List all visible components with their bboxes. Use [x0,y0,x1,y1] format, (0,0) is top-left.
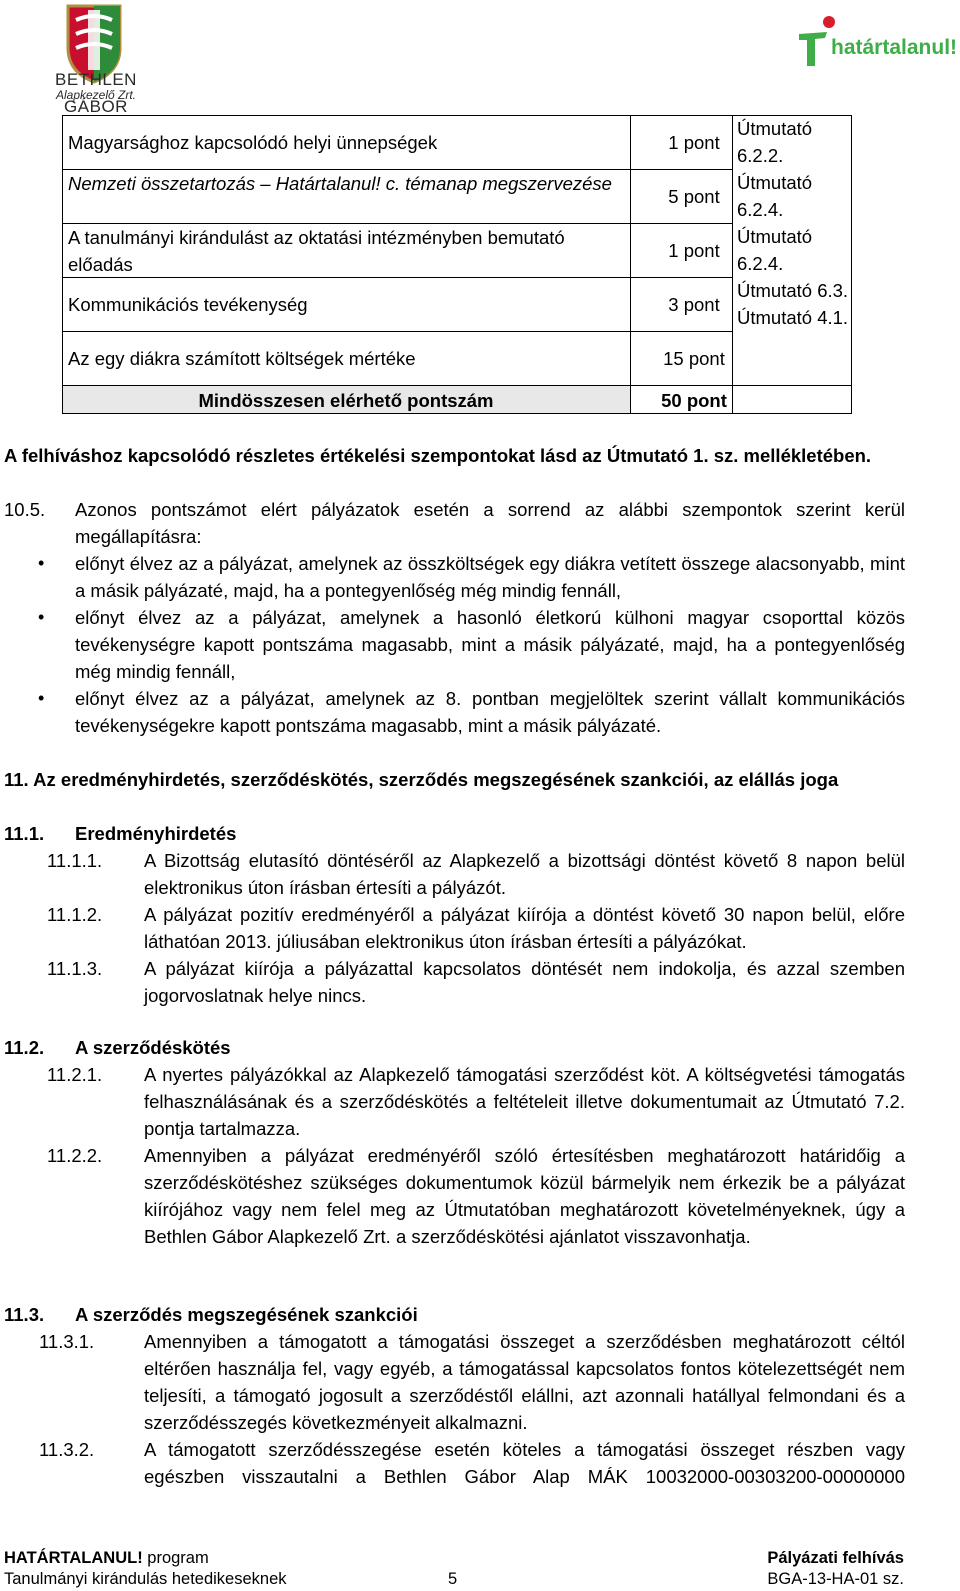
footer-program-name: HATÁRTALANUL! [4,1549,143,1567]
criterion-name: Kommunikációs tevékenység [68,294,308,315]
total-label: Mindösszesen elérhető pontszám [198,390,494,411]
footer-doc-code: BGA-13-HA-01 sz. [767,1570,904,1588]
evaluation-note: A felhíváshoz kapcsolódó részletes értékelési szempontokat lásd az Útmutató 1. sz. mellékletében. [4,445,872,466]
criterion-points: 1 pont [668,132,720,153]
section-title: 11. Az eredményhirdetés, szerződéskötés, szerződés megszegésének szankciói, az elállás joga [4,769,839,790]
total-points: 50 pont [661,390,727,411]
item-text: Amennyiben a pályázat eredményéről szóló értesítésben meghatározott határidőig a szerződéskötéshez szükséges dokumentumok közül bármelyik nem érkezik be a pályázat kiírójához vagy nem felel meg az Útmutatóban meghatározott követelményeknek, úgy a Bethlen Gábor Alapkezelő Zrt. a szerződéskötési ajánlatot visszavonhatja. [144,1145,905,1247]
criterion-points: 3 pont [668,294,720,315]
logo-subtitle: Alapkezelő Zrt. [55,88,137,102]
hatartalanul-logo [795,14,958,74]
reference: Útmutató 6.2.4. [737,226,813,274]
item-number: 11.3.1. [39,1331,95,1352]
subsection-number: 11.3. [4,1304,45,1325]
reference-column [737,115,849,331]
item-text: Amennyiben a támogatott a támogatási összeget a szerződésben meghatározott céltól eltérően használja fel, vagy egyéb, a támogatással kapcsolatos fontos kötelezettségét nem teljesíti, a támogató jogosult a szerződéstől elállni, azt azonnali hatállyal felmondani és a szerződésszegés következményeit alkalmazni. [144,1331,905,1433]
item-text: A támogatott szerződésszegése esetén köteles a támogatási összeget részben vagy egészben visszautalni a Bethlen Gábor Alap MÁK 10032000-00303200-00000000 [144,1439,905,1487]
logo-title: BETHLEN GÁBOR [55,70,137,116]
subsection-number: 11.1. [4,823,45,844]
criterion-points: 15 pont [663,348,725,369]
reference: Útmutató 6.2.4. [737,172,813,220]
list-item: előnyt élvez az a pályázat, amelynek az 8. pontban megjelöltek szerint vállalt kommunikációs tevékenységekre kapott pontszáma magasabb, mint a másik pályázaté. [75,688,905,736]
bullet-icon: • [38,553,45,573]
list-item: előnyt élvez az a pályázat, amelynek az összköltségek egy diákra vetített összege alacsonyabb, mint a másik pályázaté, majd, ha a pontegyenlőség még mindig fennáll, [75,553,905,601]
item-number: 11.2.1. [47,1064,103,1085]
criterion-points: 1 pont [668,240,720,261]
item-text: A Bizottság elutasító döntéséről az Alapkezelő a bizottsági döntést követő 8 napon belül elektronikus úton írásban értesíti a pályázót. [144,850,905,898]
criterion-points: 5 pont [668,186,720,207]
criterion-name: Nemzeti összetartozás – Határtalanul! c. témanap megszervezése [68,173,612,194]
subsection-number: 11.2. [4,1037,45,1058]
page-number: 5 [448,1570,458,1588]
criterion-name: A tanulmányi kirándulást az oktatási intézményben bemutató előadás [68,227,565,275]
reference: Útmutató 4.1. [737,307,849,328]
footer-doc-title: Pályázati felhívás [767,1549,904,1567]
item-text: A nyertes pályázókkal az Alapkezelő támogatási szerződést köt. A költségvetési támogatás felhasználásának és a szerződéskötés a feltételeit illetve dokumentumait az Útmutató 7.2. pontja tartalmazza. [144,1064,905,1139]
footer-program-suffix: program [142,1549,209,1567]
item-number: 11.2.2. [47,1145,103,1166]
logo-wordmark: határtalanul! [831,36,958,59]
criterion-name: Az egy diákra számított költségek mértéke [68,348,416,369]
section-number: 10.5. [4,499,46,520]
section-intro: Azonos pontszámot elért pályázatok esetén a sorrend az alábbi szempontok szerint kerül megállapításra: [75,499,905,547]
item-number: 11.1.1. [47,850,103,871]
list-item: előnyt élvez az a pályázat, amelynek a hasonló életkorú külhoni magyar csoporttal közös tevékenységre kapott pontszáma magasabb, mint a másik pályázaté, majd, ha a pontegyenlőség még mindig fennáll, [75,607,905,682]
item-number: 11.1.3. [47,958,103,979]
criterion-name: Magyarsághoz kapcsolódó helyi ünnepségek [68,132,438,153]
footer-subtitle: Tanulmányi kirándulás hetedikeseknek [4,1570,287,1588]
reference: Útmutató 6.3. [737,280,849,301]
subsection-title: Eredményhirdetés [75,823,237,844]
item-number: 11.3.2. [39,1439,95,1460]
bethlen-gabor-logo [24,0,164,116]
subsection-title: A szerződéskötés [75,1037,231,1058]
item-number: 11.1.2. [47,904,103,925]
footer-program [4,1548,209,1569]
reference: Útmutató 6.2.2. [737,118,813,166]
bullet-icon: • [38,688,45,708]
subsection-title: A szerződés megszegésének szankciói [75,1304,418,1325]
bullet-icon: • [38,607,45,627]
item-text: A pályázat kiírója a pályázattal kapcsolatos döntését nem indokolja, és azzal szemben jogorvoslatnak helye nincs. [144,958,905,1006]
figure-icon [795,14,835,72]
item-text: A pályázat pozitív eredményéről a pályázat kiírója a döntést követő 30 napon belül, előre láthatóan 2013. júliusában elektronikus úton írásban értesíti a pályázókat. [144,904,905,952]
score-table [62,115,852,415]
